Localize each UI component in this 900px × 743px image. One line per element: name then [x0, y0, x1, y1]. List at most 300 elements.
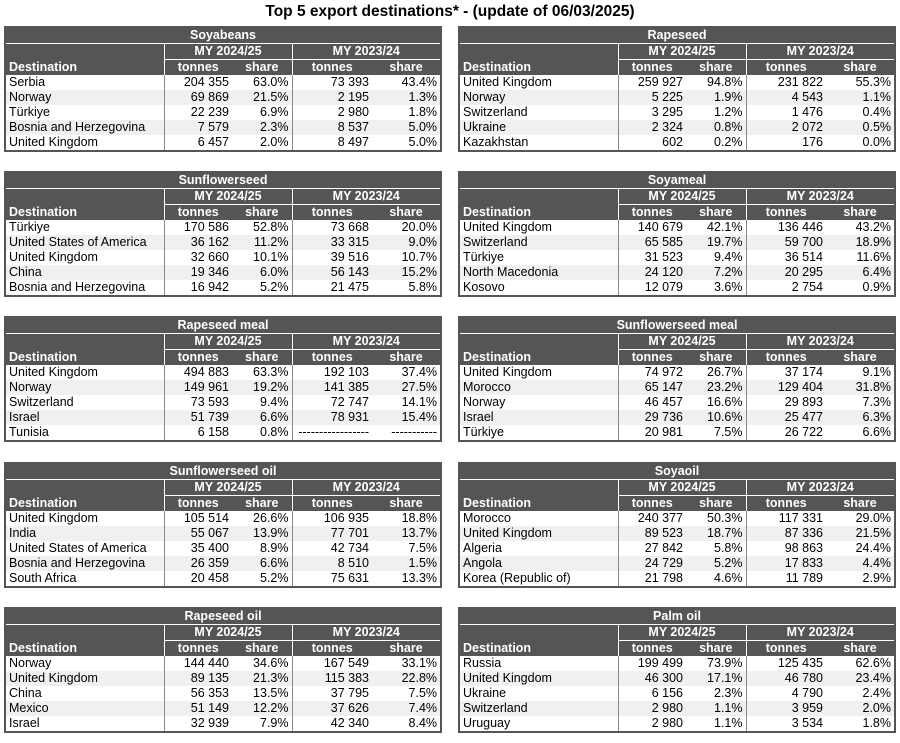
table-row [459, 716, 895, 732]
destination-cell: Uruguay [459, 716, 618, 732]
share-previous-cell: 11.6% [826, 250, 895, 265]
blank-header-cell [459, 334, 618, 350]
share-header: share [826, 205, 895, 221]
destination-header: Destination [5, 641, 164, 657]
share-previous-cell: 18.8% [372, 511, 441, 526]
table-row [459, 701, 895, 716]
blank-header-cell [5, 334, 164, 350]
tonnes-current-cell: 24 729 [618, 556, 686, 571]
tonnes-header: tonnes [746, 60, 826, 76]
table-row [5, 701, 441, 716]
my-previous-header: MY 2023/24 [746, 625, 895, 641]
destination-header: Destination [5, 350, 164, 366]
export-table [4, 171, 442, 297]
share-current-cell: 0.8% [232, 425, 292, 441]
table-title: Soyaoil [459, 463, 895, 480]
blank-header-cell [459, 189, 618, 205]
table-row [5, 135, 441, 151]
export-table [4, 316, 442, 442]
table-row [459, 90, 895, 105]
share-header: share [232, 350, 292, 366]
destination-cell: United Kingdom [5, 511, 164, 526]
share-previous-cell: 0.4% [826, 105, 895, 120]
share-previous-cell: 18.9% [826, 235, 895, 250]
tonnes-previous-cell: 87 336 [746, 526, 826, 541]
tonnes-previous-cell: 2 754 [746, 280, 826, 296]
export-table [458, 462, 896, 588]
share-previous-cell: 1.8% [826, 716, 895, 732]
share-current-cell: 1.1% [686, 716, 746, 732]
table-row [459, 671, 895, 686]
destination-cell: Israel [5, 716, 164, 732]
tonnes-current-cell: 7 579 [164, 120, 232, 135]
share-current-cell: 73.9% [686, 656, 746, 671]
destination-cell: United Kingdom [5, 671, 164, 686]
destination-cell: Türkiye [5, 220, 164, 235]
tonnes-current-cell: 2 980 [618, 716, 686, 732]
tonnes-previous-cell: 167 549 [292, 656, 372, 671]
my-current-header: MY 2024/25 [618, 44, 746, 60]
table-row [459, 75, 895, 90]
my-previous-header: MY 2023/24 [746, 189, 895, 205]
tonnes-current-cell: 2 980 [618, 701, 686, 716]
share-current-cell: 11.2% [232, 235, 292, 250]
destination-cell: United States of America [5, 541, 164, 556]
export-table [458, 26, 896, 152]
table-row [459, 686, 895, 701]
tonnes-header: tonnes [292, 60, 372, 76]
share-previous-cell: 5.0% [372, 120, 441, 135]
destination-cell: Norway [5, 380, 164, 395]
destination-cell: United Kingdom [459, 671, 618, 686]
tonnes-header: tonnes [618, 60, 686, 76]
table-title: Sunflowerseed meal [459, 317, 895, 334]
tonnes-header: tonnes [746, 641, 826, 657]
table-row [5, 265, 441, 280]
destination-cell: Morocco [459, 380, 618, 395]
table-row [5, 280, 441, 296]
share-header: share [372, 350, 441, 366]
share-header: share [232, 205, 292, 221]
tonnes-current-cell: 27 842 [618, 541, 686, 556]
share-current-cell: 19.7% [686, 235, 746, 250]
destination-cell: Angola [459, 556, 618, 571]
tonnes-current-cell: 56 353 [164, 686, 232, 701]
tonnes-previous-cell: 125 435 [746, 656, 826, 671]
tonnes-current-cell: 19 346 [164, 265, 232, 280]
tonnes-previous-cell: 56 143 [292, 265, 372, 280]
tonnes-current-cell: 65 147 [618, 380, 686, 395]
share-header: share [686, 350, 746, 366]
blank-header-cell [5, 625, 164, 641]
table-row [5, 235, 441, 250]
table-row [459, 250, 895, 265]
share-previous-cell: 6.4% [826, 265, 895, 280]
table-row [5, 90, 441, 105]
share-previous-cell: 62.6% [826, 656, 895, 671]
share-previous-cell: 29.0% [826, 511, 895, 526]
share-current-cell: 7.9% [232, 716, 292, 732]
tonnes-current-cell: 51 739 [164, 410, 232, 425]
share-previous-cell: 9.1% [826, 365, 895, 380]
my-previous-header: MY 2023/24 [746, 44, 895, 60]
destination-cell: China [5, 686, 164, 701]
share-current-cell: 5.2% [232, 280, 292, 296]
tonnes-current-cell: 22 239 [164, 105, 232, 120]
share-current-cell: 23.2% [686, 380, 746, 395]
destination-cell: Serbia [5, 75, 164, 90]
tonnes-current-cell: 602 [618, 135, 686, 151]
share-current-cell: 7.2% [686, 265, 746, 280]
tonnes-current-cell: 20 458 [164, 571, 232, 587]
share-previous-cell: 2.4% [826, 686, 895, 701]
destination-header: Destination [459, 205, 618, 221]
share-previous-cell: 7.5% [372, 541, 441, 556]
destination-cell: United Kingdom [5, 135, 164, 151]
tonnes-previous-cell: 42 734 [292, 541, 372, 556]
tonnes-current-cell: 6 158 [164, 425, 232, 441]
blank-header-cell [5, 480, 164, 496]
table-row [5, 425, 441, 441]
tonnes-previous-cell: 77 701 [292, 526, 372, 541]
tonnes-current-cell: 6 156 [618, 686, 686, 701]
share-current-cell: 42.1% [686, 220, 746, 235]
table-row [5, 686, 441, 701]
tonnes-current-cell: 144 440 [164, 656, 232, 671]
table-row [459, 541, 895, 556]
my-current-header: MY 2024/25 [164, 625, 292, 641]
share-current-cell: 7.5% [686, 425, 746, 441]
my-current-header: MY 2024/25 [164, 480, 292, 496]
destination-cell: China [5, 265, 164, 280]
tonnes-previous-cell: 117 331 [746, 511, 826, 526]
share-previous-cell: 7.4% [372, 701, 441, 716]
table-row [5, 410, 441, 425]
share-previous-cell: 8.4% [372, 716, 441, 732]
table-title: Rapeseed meal [5, 317, 441, 334]
table-title: Sunflowerseed oil [5, 463, 441, 480]
tonnes-previous-cell: 20 295 [746, 265, 826, 280]
tonnes-current-cell: 32 660 [164, 250, 232, 265]
share-current-cell: 34.6% [232, 656, 292, 671]
share-previous-cell: 0.9% [826, 280, 895, 296]
tonnes-current-cell: 5 225 [618, 90, 686, 105]
table-row [5, 395, 441, 410]
tonnes-current-cell: 170 586 [164, 220, 232, 235]
table-row [459, 526, 895, 541]
destination-header: Destination [5, 205, 164, 221]
my-current-header: MY 2024/25 [164, 334, 292, 350]
share-header: share [232, 496, 292, 512]
share-current-cell: 2.3% [232, 120, 292, 135]
tonnes-current-cell: 204 355 [164, 75, 232, 90]
destination-cell: Kazakhstan [459, 135, 618, 151]
share-current-cell: 2.3% [686, 686, 746, 701]
destination-cell: Ukraine [459, 120, 618, 135]
tonnes-previous-cell: 37 795 [292, 686, 372, 701]
table-row [459, 556, 895, 571]
destination-header: Destination [459, 60, 618, 76]
destination-cell: United Kingdom [459, 220, 618, 235]
destination-cell: Switzerland [459, 105, 618, 120]
share-current-cell: 13.5% [232, 686, 292, 701]
share-previous-cell: 4.4% [826, 556, 895, 571]
destination-cell: Ukraine [459, 686, 618, 701]
share-current-cell: 21.5% [232, 90, 292, 105]
destination-cell: Norway [5, 656, 164, 671]
share-current-cell: 63.3% [232, 365, 292, 380]
tonnes-current-cell: 26 359 [164, 556, 232, 571]
tonnes-header: tonnes [164, 60, 232, 76]
share-previous-cell: 6.6% [826, 425, 895, 441]
destination-cell: Norway [5, 90, 164, 105]
table-row [459, 365, 895, 380]
tonnes-previous-cell: 192 103 [292, 365, 372, 380]
tonnes-header: tonnes [164, 641, 232, 657]
share-current-cell: 1.9% [686, 90, 746, 105]
tonnes-previous-cell: 4 790 [746, 686, 826, 701]
share-previous-cell: 43.2% [826, 220, 895, 235]
share-previous-cell: 37.4% [372, 365, 441, 380]
share-current-cell: 16.6% [686, 395, 746, 410]
tonnes-current-cell: 6 457 [164, 135, 232, 151]
my-current-header: MY 2024/25 [618, 334, 746, 350]
tonnes-current-cell: 46 457 [618, 395, 686, 410]
tonnes-header: tonnes [618, 205, 686, 221]
table-row [459, 235, 895, 250]
tonnes-previous-cell: 75 631 [292, 571, 372, 587]
share-previous-cell: 7.3% [826, 395, 895, 410]
share-previous-cell: ----------- [372, 425, 441, 441]
table-row [459, 135, 895, 151]
share-previous-cell: 24.4% [826, 541, 895, 556]
tonnes-previous-cell: 3 534 [746, 716, 826, 732]
my-previous-header: MY 2023/24 [292, 189, 441, 205]
share-current-cell: 26.7% [686, 365, 746, 380]
share-previous-cell: 10.7% [372, 250, 441, 265]
destination-cell: India [5, 526, 164, 541]
tonnes-current-cell: 89 135 [164, 671, 232, 686]
tonnes-previous-cell: 4 543 [746, 90, 826, 105]
share-current-cell: 94.8% [686, 75, 746, 90]
destination-cell: Norway [459, 395, 618, 410]
share-current-cell: 6.6% [232, 556, 292, 571]
table-row [5, 250, 441, 265]
tonnes-previous-cell: 115 383 [292, 671, 372, 686]
share-current-cell: 12.2% [232, 701, 292, 716]
tonnes-previous-cell: 46 780 [746, 671, 826, 686]
share-current-cell: 13.9% [232, 526, 292, 541]
share-current-cell: 5.2% [232, 571, 292, 587]
table-row [5, 526, 441, 541]
tonnes-previous-cell: 59 700 [746, 235, 826, 250]
share-current-cell: 52.8% [232, 220, 292, 235]
destination-cell: South Africa [5, 571, 164, 587]
table-row [5, 511, 441, 526]
destination-cell: United Kingdom [5, 365, 164, 380]
tonnes-current-cell: 55 067 [164, 526, 232, 541]
tonnes-header: tonnes [746, 350, 826, 366]
tonnes-current-cell: 12 079 [618, 280, 686, 296]
destination-header: Destination [459, 496, 618, 512]
tonnes-previous-cell: 11 789 [746, 571, 826, 587]
share-current-cell: 8.9% [232, 541, 292, 556]
share-current-cell: 1.2% [686, 105, 746, 120]
table-title: Palm oil [459, 608, 895, 625]
tonnes-previous-cell: 2 072 [746, 120, 826, 135]
tonnes-previous-cell: 1 476 [746, 105, 826, 120]
share-previous-cell: 2.0% [826, 701, 895, 716]
export-table [4, 607, 442, 733]
table-row [5, 220, 441, 235]
tonnes-current-cell: 2 324 [618, 120, 686, 135]
tonnes-current-cell: 31 523 [618, 250, 686, 265]
destination-cell: United Kingdom [459, 75, 618, 90]
tonnes-previous-cell: 2 195 [292, 90, 372, 105]
table-title: Rapeseed [459, 27, 895, 44]
tonnes-current-cell: 73 593 [164, 395, 232, 410]
tonnes-current-cell: 51 149 [164, 701, 232, 716]
share-current-cell: 3.6% [686, 280, 746, 296]
share-current-cell: 5.8% [686, 541, 746, 556]
blank-header-cell [459, 625, 618, 641]
share-previous-cell: 1.8% [372, 105, 441, 120]
tonnes-previous-cell: 21 475 [292, 280, 372, 296]
share-header: share [686, 641, 746, 657]
table-title: Soyameal [459, 172, 895, 189]
share-previous-cell: 7.5% [372, 686, 441, 701]
table-row [459, 265, 895, 280]
my-previous-header: MY 2023/24 [292, 480, 441, 496]
share-previous-cell: 43.4% [372, 75, 441, 90]
table-row [5, 365, 441, 380]
share-header: share [826, 350, 895, 366]
table-row [459, 280, 895, 296]
share-current-cell: 6.9% [232, 105, 292, 120]
share-current-cell: 50.3% [686, 511, 746, 526]
share-previous-cell: 27.5% [372, 380, 441, 395]
share-current-cell: 18.7% [686, 526, 746, 541]
tonnes-current-cell: 89 523 [618, 526, 686, 541]
table-row [5, 541, 441, 556]
tonnes-previous-cell: 73 393 [292, 75, 372, 90]
table-row [459, 571, 895, 587]
table-row [5, 105, 441, 120]
destination-cell: Russia [459, 656, 618, 671]
table-row [459, 380, 895, 395]
tonnes-previous-cell: 78 931 [292, 410, 372, 425]
tonnes-header: tonnes [164, 496, 232, 512]
share-previous-cell: 31.8% [826, 380, 895, 395]
export-table [458, 171, 896, 297]
table-row [459, 425, 895, 441]
destination-cell: Mexico [5, 701, 164, 716]
table-row [5, 120, 441, 135]
page-title: Top 5 export destinations* - (update of 06/03/2025) [265, 3, 635, 20]
destination-cell: Türkiye [5, 105, 164, 120]
tonnes-current-cell: 32 939 [164, 716, 232, 732]
tonnes-header: tonnes [292, 496, 372, 512]
table-row [459, 656, 895, 671]
destination-cell: Algeria [459, 541, 618, 556]
share-previous-cell: 20.0% [372, 220, 441, 235]
share-previous-cell: 15.4% [372, 410, 441, 425]
tonnes-previous-cell: 3 959 [746, 701, 826, 716]
my-current-header: MY 2024/25 [618, 625, 746, 641]
share-previous-cell: 0.5% [826, 120, 895, 135]
tonnes-current-cell: 140 679 [618, 220, 686, 235]
tonnes-current-cell: 35 400 [164, 541, 232, 556]
share-previous-cell: 1.3% [372, 90, 441, 105]
destination-header: Destination [459, 641, 618, 657]
export-table [4, 26, 442, 152]
share-current-cell: 10.6% [686, 410, 746, 425]
tonnes-previous-cell: 42 340 [292, 716, 372, 732]
share-previous-cell: 15.2% [372, 265, 441, 280]
table-row [5, 556, 441, 571]
share-header: share [826, 641, 895, 657]
tonnes-header: tonnes [164, 350, 232, 366]
destination-cell: Tunisia [5, 425, 164, 441]
share-current-cell: 0.8% [686, 120, 746, 135]
share-header: share [372, 60, 441, 76]
table-row [5, 716, 441, 732]
tonnes-previous-cell: 8 510 [292, 556, 372, 571]
share-current-cell: 0.2% [686, 135, 746, 151]
destination-cell: United States of America [5, 235, 164, 250]
share-header: share [372, 205, 441, 221]
destination-cell: Korea (Republic of) [459, 571, 618, 587]
my-previous-header: MY 2023/24 [746, 334, 895, 350]
tonnes-header: tonnes [746, 496, 826, 512]
tonnes-current-cell: 259 927 [618, 75, 686, 90]
share-header: share [686, 496, 746, 512]
tonnes-current-cell: 494 883 [164, 365, 232, 380]
tonnes-previous-cell: 37 626 [292, 701, 372, 716]
tonnes-current-cell: 3 295 [618, 105, 686, 120]
tonnes-previous-cell: 72 747 [292, 395, 372, 410]
my-current-header: MY 2024/25 [164, 44, 292, 60]
destination-cell: Switzerland [459, 701, 618, 716]
share-previous-cell: 55.3% [826, 75, 895, 90]
tonnes-previous-cell: 8 497 [292, 135, 372, 151]
share-header: share [372, 496, 441, 512]
destination-cell: Morocco [459, 511, 618, 526]
tonnes-previous-cell: 176 [746, 135, 826, 151]
destination-cell: Israel [5, 410, 164, 425]
tonnes-current-cell: 21 798 [618, 571, 686, 587]
share-previous-cell: 5.8% [372, 280, 441, 296]
tonnes-previous-cell: 2 980 [292, 105, 372, 120]
share-previous-cell: 33.1% [372, 656, 441, 671]
tonnes-current-cell: 20 981 [618, 425, 686, 441]
destination-cell: United Kingdom [459, 365, 618, 380]
share-current-cell: 1.1% [686, 701, 746, 716]
share-previous-cell: 9.0% [372, 235, 441, 250]
table-row [459, 220, 895, 235]
tonnes-header: tonnes [292, 350, 372, 366]
tonnes-current-cell: 24 120 [618, 265, 686, 280]
tonnes-previous-cell: 98 863 [746, 541, 826, 556]
share-current-cell: 9.4% [686, 250, 746, 265]
tonnes-current-cell: 199 499 [618, 656, 686, 671]
destination-cell: United Kingdom [459, 526, 618, 541]
my-previous-header: MY 2023/24 [746, 480, 895, 496]
tonnes-current-cell: 69 869 [164, 90, 232, 105]
tonnes-previous-cell: 136 446 [746, 220, 826, 235]
destination-cell: Bosnia and Herzegovina [5, 120, 164, 135]
share-previous-cell: 21.5% [826, 526, 895, 541]
